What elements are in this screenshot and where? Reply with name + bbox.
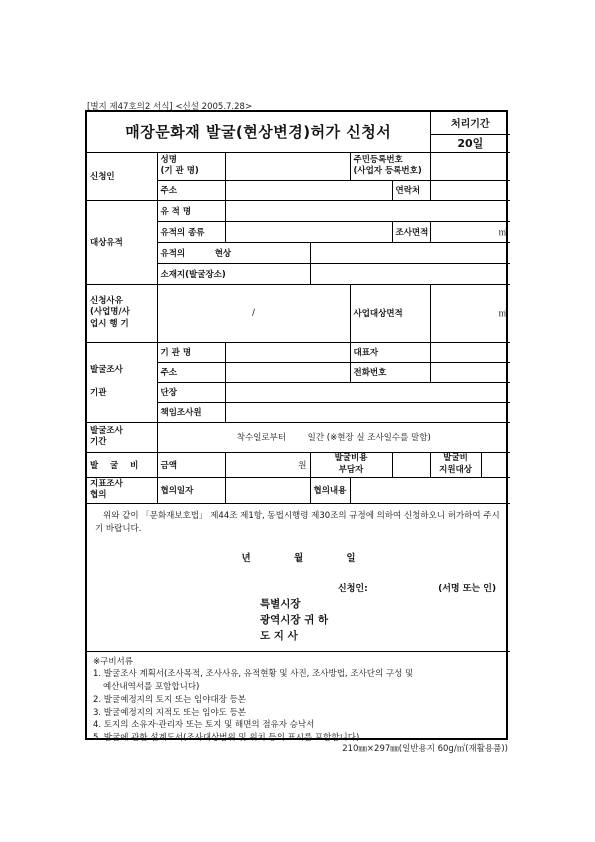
site-type-field[interactable] <box>225 221 392 242</box>
site-status-label: 유적의 현상 <box>157 242 310 263</box>
cost-amount-field[interactable]: 원 <box>225 452 310 477</box>
agency-researcher-field[interactable] <box>225 402 510 422</box>
agency-name-field[interactable] <box>225 342 350 362</box>
date-line: 년 월 일 <box>241 552 356 564</box>
reason-section-label: 신청사유 (사업명/사 업시 행 기 <box>87 284 157 342</box>
applicant-section-label: 신청인 <box>87 152 157 200</box>
agency-name-label: 기 관 명 <box>157 342 225 362</box>
site-type-label: 유적의 종류 <box>157 221 225 242</box>
document-item: 3. 발굴예정지의 지적도 또는 임야도 등본 <box>93 707 246 718</box>
addressee-line: 도 지 사 <box>260 630 298 643</box>
addressee-block <box>260 596 502 645</box>
document-item: 4. 토지의 소유자·관리자 또는 토지 및 해면의 점유자 승낙서 <box>93 720 315 731</box>
project-area-label: 사업대상면적 <box>350 284 430 342</box>
agency-rep-field[interactable] <box>430 342 510 362</box>
site-location-label: 소재지(발굴장소) <box>157 263 310 284</box>
consult-content-field[interactable] <box>350 477 510 503</box>
cost-amount-label: 금액 <box>157 452 225 477</box>
site-status-field[interactable] <box>310 242 510 263</box>
cost-burden-field[interactable] <box>392 452 430 477</box>
cost-section-label: 발 굴 비 <box>87 452 157 477</box>
cost-burden-label: 발굴비용 부담자 <box>310 452 392 477</box>
agency-address-field[interactable] <box>225 362 350 382</box>
period-section-label: 발굴조사 기간 <box>87 422 157 452</box>
addressee-line: 광역시장 귀 하 <box>260 614 329 627</box>
applicant-contact-field[interactable] <box>430 180 510 200</box>
processing-period-value: 20일 <box>430 134 510 152</box>
project-area-field[interactable]: ㎡ <box>430 284 510 342</box>
applicant-id-field[interactable] <box>430 152 510 180</box>
form-title: 매장문화재 발굴(현상변경)허가 신청서 <box>87 112 430 152</box>
pledge-block <box>87 503 510 651</box>
site-location-field[interactable] <box>310 263 510 284</box>
applicant-sign-label: 신청인: <box>338 583 368 594</box>
paper-spec-note: 210㎜×297㎜(일반용지 60g/㎡(재활용품)) <box>342 744 508 754</box>
document-item: 5. 발굴에 관한 설계도서(조사대상범위 및 위치 등의 표시를 포함합니다) <box>93 733 360 744</box>
period-field[interactable]: 착수일로부터 일간 (※현장 실 조사일수를 말함) <box>157 422 510 452</box>
applicant-id-label: 주민등록번호 (사업자 등록번호) <box>350 152 430 180</box>
document-item: 1. 발굴조사 계획서(조사목적, 조사사유, 유적현황 및 사진, 조사방법, 조사단의 구성 및 <box>93 669 414 680</box>
form-number-note: [별지 제47호의2 서식] <신설 2005.7.28> <box>87 102 253 112</box>
cost-support-field[interactable] <box>482 453 511 477</box>
survey-area-label: 조사면적 <box>392 221 430 242</box>
signature-line <box>95 582 502 594</box>
document-item: 예산내역서를 포함합니다) <box>103 682 200 693</box>
cost-support-label: 발굴비 지원대상 <box>431 453 482 477</box>
site-section-label: 대상유적 <box>87 200 157 284</box>
agency-address-label: 주소 <box>157 362 225 382</box>
agency-leader-label: 단장 <box>157 382 225 402</box>
applicant-name-field[interactable] <box>225 152 350 180</box>
applicant-contact-label: 연락처 <box>392 180 430 200</box>
consult-content-label: 협의내용 <box>310 477 350 503</box>
agency-section-label: 발굴조사 기관 <box>87 342 157 422</box>
agency-phone-label: 전화번호 <box>350 362 430 382</box>
form-table <box>87 112 510 749</box>
applicant-name-label: 성명 (기 관 명) <box>157 152 225 180</box>
site-name-field[interactable] <box>225 200 510 221</box>
document-item: 2. 발굴예정지의 토지 또는 임야대장 등본 <box>93 694 246 705</box>
pledge-text: 위와 같이 「문화재보호법」 제44조 제1항, 동법시행령 제30조의 규정에 의하여 신청하오니 허가하여 주시기 바랍니다. <box>95 510 500 535</box>
applicant-address-label: 주소 <box>157 180 225 200</box>
agency-rep-label: 대표자 <box>350 342 430 362</box>
consult-section-label: 지표조사 협의 <box>87 477 157 503</box>
reason-field[interactable]: / <box>157 284 350 342</box>
required-documents <box>87 651 510 749</box>
processing-period-label: 처리기간 <box>430 112 510 134</box>
addressee-line: 특별시장 <box>260 597 301 610</box>
cost-support-cell <box>430 452 510 477</box>
survey-area-field[interactable]: ㎡ <box>430 221 510 242</box>
agency-leader-field[interactable] <box>225 382 510 402</box>
consult-date-label: 협의일자 <box>157 477 225 503</box>
required-documents-heading: ※구비서류 <box>93 656 133 667</box>
sign-or-seal-label: (서명 또는 인) <box>438 583 497 594</box>
application-form <box>85 110 508 744</box>
site-name-label: 유 적 명 <box>157 200 225 221</box>
consult-date-field[interactable] <box>225 477 310 503</box>
applicant-address-field[interactable] <box>225 180 392 200</box>
agency-phone-field[interactable] <box>430 362 510 382</box>
agency-researcher-label: 책임조사원 <box>157 402 225 422</box>
